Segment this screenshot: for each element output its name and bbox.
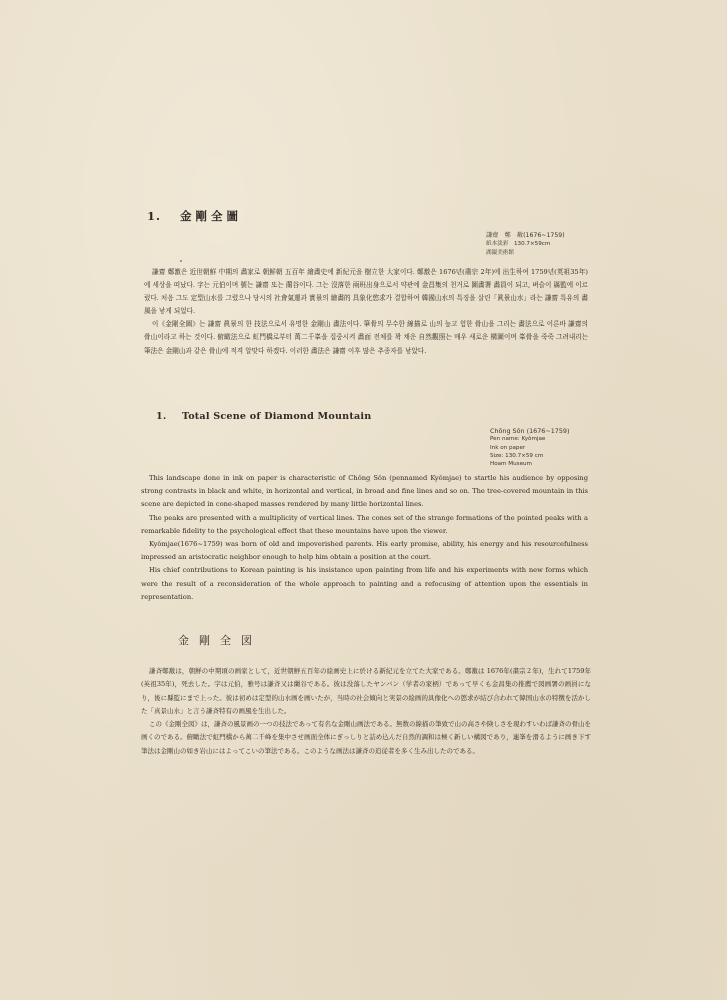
korean-artwork-meta	[486, 232, 565, 257]
japanese-paragraph: この《金剛全図》は，謙斉の風景画の一つの技法であって有名な金剛山画法である。無数の線描の筆致で山の高さや険しさを現わすいわば謙斉の骨山を画くのである。俯瞰法で虹門橋から萬二千峰を集中させ画面全体にぎっしりと詰め込んだ自然的調和は極く新しい構図であり，連峯を滑るように画き下す筆法は金剛山の如き岩山にはよってこいの筆法である。このような画法は謙斉の追従者を多く生み出したのである。	[141, 720, 591, 755]
japanese-section-title: 金剛全図	[178, 634, 262, 647]
korean-body-text	[144, 266, 588, 358]
korean-title-text: 金剛全圖	[180, 209, 243, 223]
english-paragraph: Kyŏmjae(1676~1759) was born of old and impoverished parents. His early promise, ability, his energy and his resourcefulness impressed an aristocratic neighbor enough to help him obtain a position at the court.	[141, 540, 588, 562]
english-title-number: 1.	[156, 411, 167, 422]
print-speck	[180, 260, 182, 262]
korean-paragraph: 이《金剛全圖》는 謙齋 眞景의 한 技法으로서 유명한 金剛山 畵法이다. 筆骨의 무수한 線描로 山의 높고 험한 骨山을 그리는 畵法으로 이른바 謙齋의 骨山이라고 하는 것이다. 俯瞰法으로 虹門橋로부터 萬二千峯을 집중시켜 畵面 전체를 꽉 채운 自然觀照는 매우 새로운 構圖이며 峯骨을 죽죽 그려내리는 筆法은 金剛山과 같은 骨山에 적격 알맞다 하겠다. 이러한 畵法은 謙齋 이후 많은 추종자를 낳았다.	[144, 320, 588, 355]
japanese-paragraph: 謙斉鄭敾は，朝鮮の中期頃の画家として，近世朝鮮五百年の絵画史上に於ける新紀元を立てた大家である。鄭敾は 1676年(粛宗２年)，生れて1759年(英祖35年)，死去した。字は元伯，雅号は謙斉又は蘭谷である。彼は没落したヤンバン（学者の家柄）であって早くも金昌集の推薦で図画署の画員になり，後に縣監にまで上った。彼は初めは定型的山水画を画いたが，当時の社会傾向と実景の絵画的具像化への慾求が結び合われて韓国山水の特徴を活かした「真景山水」と言う謙斉特有の画風を生出した。	[141, 667, 591, 715]
korean-title-number: 1.	[147, 209, 162, 223]
english-meta-pen-name: Pen name: Kyŏmjae	[490, 436, 546, 443]
english-paragraph: This landscape done in ink on paper is characteristic of Chŏng Sŏn (pennamed Kyŏmjae) to startle his audience by opposing strong contrasts in black and white, in horizontal and vertical, in broad and fine lines and so on. The tree-covered mountain in this scene are depicted in cone-shaped masses rendered by many little horizontal lines.	[141, 474, 588, 509]
korean-meta-artist: 謙齋 鄭 敾(1676~1759)	[486, 232, 565, 239]
english-paragraph: The peaks are presented with a multiplicity of vertical lines. The cones set of the strange formations of the pointed peaks with a remarkable fidelity to the psychological effect that these mountains have upon the viewer.	[141, 513, 588, 535]
korean-meta-medium-size: 紙本淡彩 130.7×59cm	[486, 241, 551, 248]
korean-section-title	[147, 208, 242, 224]
english-paragraph: His chief contributions to Korean painting is his insistance upon painting from life and his experiments with new forms which were the result of a reconsideration of the whole approach to painting and a refocusing of attention upon the essentials in representation.	[141, 566, 588, 601]
english-artwork-meta	[490, 427, 569, 468]
english-section-title	[156, 411, 371, 422]
english-meta-medium: Ink on paper	[490, 444, 526, 451]
english-meta-size: Size: 130.7×59 cm	[490, 452, 544, 459]
english-meta-artist: Chŏng Sŏn (1676~1759)	[490, 427, 570, 435]
english-title-text: Total Scene of Diamond Mountain	[181, 411, 372, 422]
korean-meta-museum: 湖巖美術館	[486, 249, 514, 256]
korean-paragraph: 謙齋 鄭敾은 近世朝鮮 中期의 畵家로 朝鮮朝 五百年 繪畵史에 新紀元을 樹立한 大家이다. 鄭敾은 1676년(肅宗 2年)에 出生하여 1759년(英祖35年)에 세상을 떠났다. 字는 元伯이며 號는 謙齋 또는 蘭谷이다. 그는 沒落한 兩班出身으로서 약관에 金昌集의 천거로 圖畵署 畵員이 되고, 벼슬이 縣監에 이르렀다. 처음 그도 定型山水를 그렸으나 당시의 社會氣運과 實景의 繪畵的 具象化慾求가 결합하여 韓國山水의 특징을 살린「眞景山水」라는 謙齋 특유의 畵風을 낳게 되었다.	[144, 268, 588, 316]
english-body-text	[141, 472, 588, 604]
english-meta-museum: Hoam Museum	[490, 461, 533, 468]
japanese-body-text	[141, 665, 591, 758]
